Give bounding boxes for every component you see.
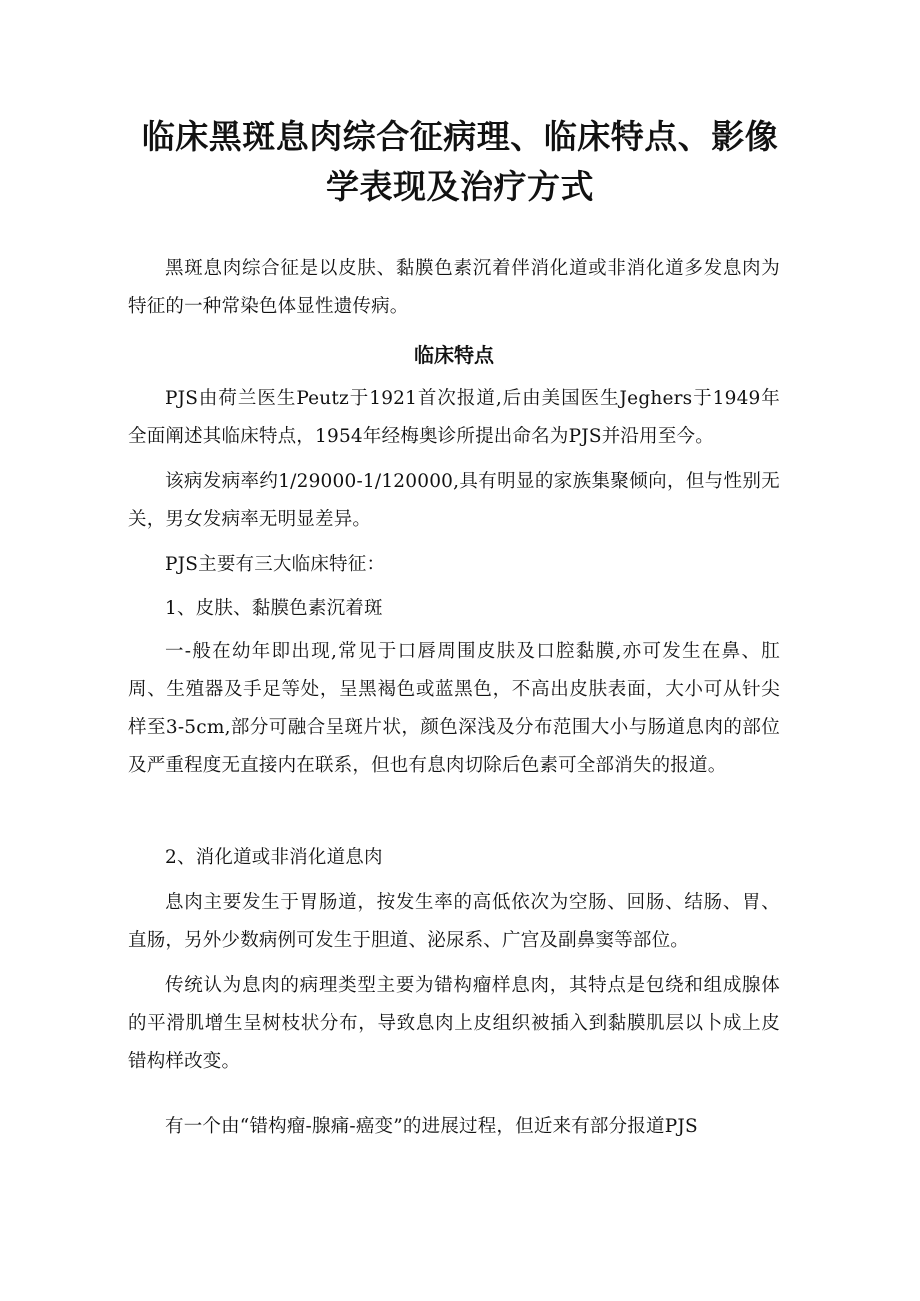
title-line-1: 临床黑斑息肉综合征病理、临床特点、影像 xyxy=(141,117,779,156)
subheading-pigmentation: 1、皮肤、黏膜色素沉着斑 xyxy=(165,598,383,619)
paragraph-history: PJS由荷兰医生Peutz于1921首次报道,后由美国医生Jeghers于1949年全面阐述其临床特点，1954年经梅奥诊所提出命名为PJS并沿用至今。 xyxy=(128,388,780,447)
paragraph-polyp-location: 息肉主要发生于胃肠道，按发生率的高低依次为空肠、回肠、结肠、胃、直肠，另外少数病例可发生于胆道、泌尿系、广宫及副鼻窦等部位。 xyxy=(128,892,780,951)
paragraph-progression: 有一个由“错构瘤-腺痛-癌变”的进展过程，但近来有部分报道PJS xyxy=(165,1116,698,1137)
intro-paragraph: 黑斑息肉综合征是以皮肤、黏膜色素沉着伴消化道或非消化道多发息肉为特征的一种常染色体显性遗传病。 xyxy=(128,258,780,317)
subheading-polyps: 2、消化道或非消化道息肉 xyxy=(165,847,383,868)
paragraph-main-features: PJS主要有三大临床特征： xyxy=(165,554,386,575)
section-heading-clinical-features: 临床特点 xyxy=(414,343,494,367)
document-title xyxy=(120,112,800,212)
title-line-2: 学表现及治疗方式 xyxy=(326,167,594,206)
paragraph-incidence: 该病发病率约1/29000-1/120000,具有明显的家族集聚倾向，但与性别无关，男女发病率无明显差异。 xyxy=(128,471,780,530)
paragraph-pigmentation: 一-般在幼年即出现,常见于口唇周围皮肤及口腔黏膜,亦可发生在鼻、肛周、生殖器及手足等处，呈黑褐色或蓝黑色，不高出皮肤表面，大小可从针尖样至3-5cm,部分可融合呈斑片状，颜色深浅及分布范围大小与肠道息肉的部位及严重程度无直接内在联系，但也有息肉切除后色素可全部消失的报道。 xyxy=(128,641,780,776)
paragraph-pathology: 传统认为息肉的病理类型主要为错构瘤样息肉，其特点是包绕和组成腺体的平滑肌增生呈树枝状分布，导致息肉上皮组织被插入到黏膜肌层以卜成上皮错构样改变。 xyxy=(128,975,780,1072)
